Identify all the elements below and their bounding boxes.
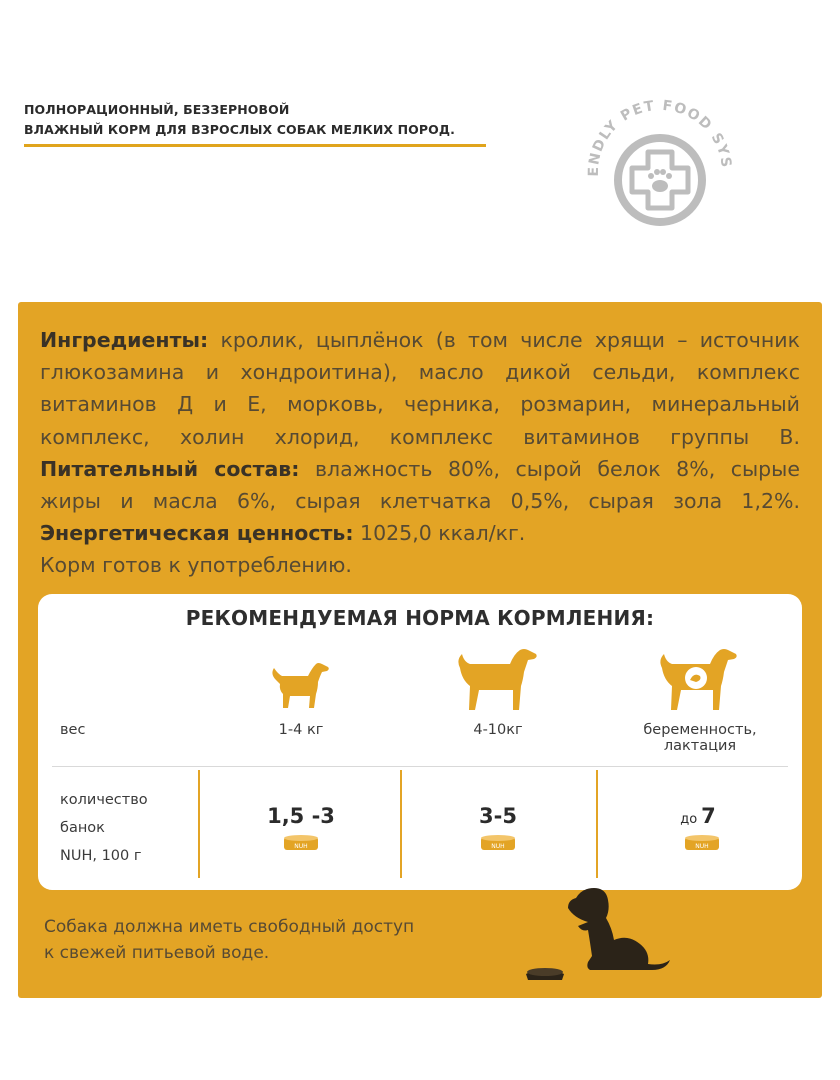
column-divider-3 — [596, 770, 598, 878]
can-icon — [480, 834, 516, 852]
qty-col-3 — [638, 804, 758, 828]
feeding-title: РЕКОМЕНДУЕМАЯ НОРМА КОРМЛЕНИЯ: — [185, 606, 655, 630]
pregnant-dog-icon — [658, 646, 742, 712]
energy-text: 1025,0 ккал/кг. — [353, 521, 526, 546]
weight-col-3 — [620, 722, 780, 754]
ingredients-block — [40, 324, 800, 582]
info-panel — [18, 302, 822, 998]
water-note — [44, 914, 504, 966]
weight-col-2: 4-10кг — [473, 722, 523, 738]
qty-col-3-value: 7 — [701, 804, 716, 828]
can-icon — [684, 834, 720, 852]
header-line-1: ПОЛНОРАЦИОННЫЙ, БЕЗЗЕРНОВОЙ — [24, 102, 290, 117]
energy-label: Энергетическая ценность: — [40, 521, 354, 546]
friendly-pet-food-seal — [580, 92, 740, 252]
medium-dog-icon — [456, 646, 542, 712]
column-divider-1 — [198, 770, 200, 878]
ingredients-text: кролик, цыплёнок (в том числе хрящи – источник глюкозамина и хондроитина), масло дикой сельди, комплекс витаминов Д и Е, морковь, черника, розмарин, минеральный комплекс, холин хлорид, комплекс витаминов группы В. — [40, 328, 800, 449]
qty-col-1: 1,5 -3 — [267, 804, 335, 828]
ingredients-label: Ингредиенты: — [40, 328, 209, 352]
header-line-2: ВЛАЖНЫЙ КОРМ ДЛЯ ВЗРОСЛЫХ СОБАК МЕЛКИХ ПОРОД. — [24, 122, 455, 137]
can-label-2: NUH — [491, 843, 505, 850]
weight-col-3-line2: лактация — [663, 738, 737, 754]
weight-col-3-line1: беременность, — [643, 722, 757, 738]
can-icon — [283, 834, 319, 852]
weight-col-1: 1-4 кг — [278, 722, 324, 738]
quantity-label-line3: NUH, 100 г — [60, 848, 142, 864]
nutrition-text: влажность 80%, сырой белок 8%, сырые жиры и масла 6%, сырая клетчатка 0,5%, сырая зола 1,2%. — [40, 456, 800, 514]
ready-note: Корм готов к употреблению. — [40, 553, 352, 578]
qty-col-2: 3-5 — [479, 804, 517, 828]
can-label-1: NUH — [294, 843, 308, 850]
sitting-dog-with-bowl-icon — [518, 882, 688, 986]
water-note-line2: к свежей питьевой воде. — [44, 943, 270, 963]
seal-text: ENDLY PET FOOD SYS — [585, 97, 735, 177]
feeding-card — [38, 594, 802, 890]
medical-cross-paw-icon — [580, 92, 740, 252]
water-note-line1: Собака должна иметь свободный доступ — [44, 917, 415, 937]
column-divider-2 — [400, 770, 402, 878]
header-rule — [24, 144, 486, 147]
weight-label: вес — [60, 722, 86, 738]
product-header — [24, 100, 494, 147]
quantity-label — [60, 786, 148, 870]
quantity-label-line1: количество — [60, 792, 148, 808]
qty-col-3-prefix: до — [680, 812, 698, 827]
nutrition-label: Питательный состав: — [40, 456, 300, 481]
small-dog-icon — [270, 660, 332, 710]
can-label-3: NUH — [695, 843, 709, 850]
quantity-label-line2: банок — [60, 820, 105, 836]
table-divider — [52, 766, 788, 767]
